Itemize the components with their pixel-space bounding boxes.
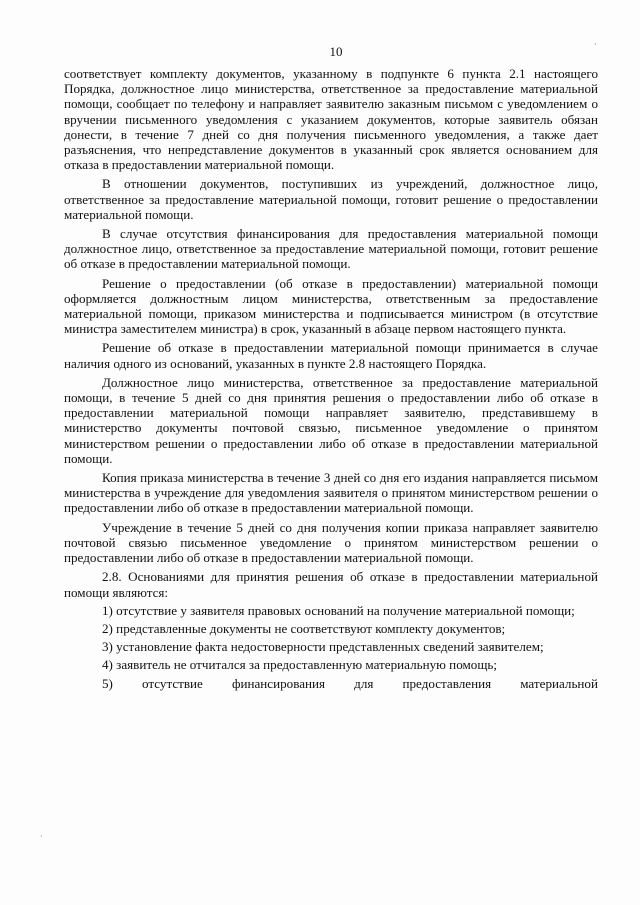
paragraph-notification-by-mail: Должностное лицо министерства, ответственное за предоставление материальной помощи, в течение 5 дней со дня принятия решения о предоставлении либо об отказе в предоставлении материальной помощи направляет заявителю, представившему в министерство документы почтовой связью, письменное уведомление о принятом министерством решении о предоставлении либо об отказе в предоставлении материальной помощи. <box>64 374 598 466</box>
paragraph-decision-order: Решение о предоставлении (об отказе в предоставлении) материальной помощи оформляется должностным лицом министерства, ответственным за предоставление материальной помощи, приказом министерства и подписывается министром (в отсутствие министра заместителем министра) в срок, указанный в абзаце первом настоящего пункта. <box>64 275 598 337</box>
paragraph-section-2-8: 2.8. Основаниями для принятия решения об отказе в предоставлении материальной помощи являются: <box>64 569 598 600</box>
paragraph-institution-notification: Учреждение в течение 5 дней со дня получения копии приказа направляет заявителю почтовой связью письменное уведомление о принятом министерством решении о предоставлении либо об отказе в предоставлении материальной помощи. <box>64 519 598 566</box>
document-body <box>64 66 598 691</box>
list-item-4: 4) заявитель не отчитался за предоставленную материальную помощь; <box>102 657 498 673</box>
paragraph-institution-documents: В отношении документов, поступивших из учреждений, должностное лицо, ответственное за предоставление материальной помощи, готовит решение о предоставлении материальной помощи. <box>64 176 598 222</box>
paragraph-order-copy: Копия приказа министерства в течение 3 дней со дня его издания направляется письмом министерства в учреждение для уведомления заявителя о принятом министерством решении о предоставлении либо об отказе в предоставлении материальной помощи. <box>64 470 598 516</box>
list-item-5: 5) отсутствие финансирования для предоставления материальной <box>102 675 598 691</box>
scan-speck: · <box>40 832 43 841</box>
list-item-1: 1) отсутствие у заявителя правовых оснований на получение материальной помощи; <box>102 602 575 618</box>
list-item-2: 2) представленные документы не соответствуют комплекту документов; <box>102 620 506 636</box>
page-number: 10 <box>329 44 343 59</box>
paragraph-continuation: соответствует комплекту документов, указанному в подпункте 6 пункта 2.1 настоящего Порядка, должностное лицо министерства, ответственное за предоставление материальной помощи, сообщает по телефону и направляет заявителю заказным письмом с уведомлением о вручении письменного уведомления с указанием документов, которые заявитель обязан донести, в течение 7 дней со дня получения письменного уведомления, а также дает разъяснения, что непредставление документов в указанный срок является основанием для отказа в предоставлении материальной помощи. <box>64 66 598 173</box>
scan-speck: · <box>594 40 597 49</box>
paragraph-no-funding: В случае отсутствия финансирования для предоставления материальной помощи должностное лицо, ответственное за предоставление материальной помощи, готовит решение об отказе в предоставлении материальной помощи. <box>64 226 598 272</box>
paragraph-refusal-decision: Решение об отказе в предоставлении материальной помощи принимается в случае наличия одного из оснований, указанных в пункте 2.8 настоящего Порядка. <box>64 340 598 371</box>
list-item-3: 3) установление факта недостоверности представленных сведений заявителем; <box>102 639 544 655</box>
